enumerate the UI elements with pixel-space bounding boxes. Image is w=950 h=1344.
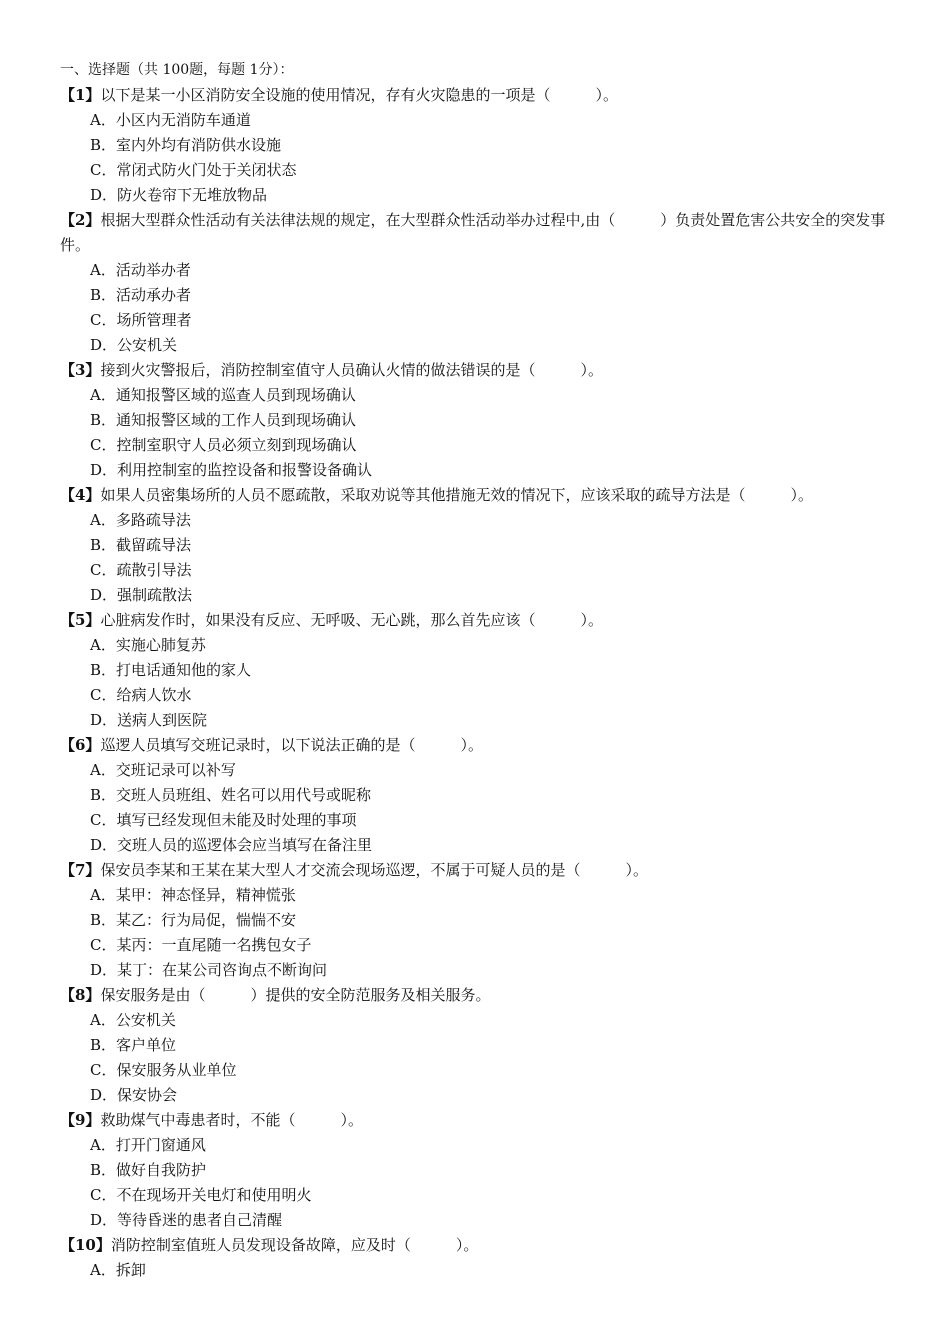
question-stem (60, 83, 900, 108)
answer-option: B．某乙：行为局促，惴惴不安 (90, 911, 297, 929)
question-stem (60, 358, 900, 383)
answer-option: D．公安机关 (90, 336, 178, 354)
question-stem (60, 733, 900, 758)
answer-option: B．打电话通知他的家人 (90, 661, 252, 679)
answer-option: A．拆卸 (90, 1261, 146, 1279)
answer-option: A．公安机关 (90, 1011, 176, 1029)
answer-option: B．客户单位 (90, 1036, 177, 1054)
question-number: 【3】 (60, 361, 101, 379)
answer-option: A．活动举办者 (90, 261, 191, 279)
answer-option: A．交班记录可以补写 (90, 761, 236, 779)
question-6 (60, 733, 900, 858)
answer-option: C．场所管理者 (90, 311, 192, 329)
question-stem (60, 1108, 900, 1133)
answer-option: C．控制室职守人员必须立刻到现场确认 (90, 436, 357, 454)
question-8 (60, 983, 900, 1108)
question-text: 根据大型群众性活动有关法律法规的规定，在大型群众性活动举办过程中,由（ ）负责处置危害公共安全的突发事件。 (60, 211, 886, 254)
question-text: 如果人员密集场所的人员不愿疏散，采取劝说等其他措施无效的情况下，应该采取的疏导方法是（ ）。 (100, 486, 813, 504)
answer-option: B．活动承办者 (90, 286, 192, 304)
answer-option: A．通知报警区域的巡查人员到现场确认 (90, 386, 356, 404)
answer-option: C．某丙：一直尾随一名携包女子 (90, 936, 312, 954)
question-10 (60, 1233, 900, 1283)
question-number: 【1】 (60, 86, 101, 104)
answer-option: C．保安服务从业单位 (90, 1061, 237, 1079)
answer-option: D．送病人到医院 (90, 711, 208, 729)
question-number: 【2】 (60, 211, 101, 229)
answer-option: C．填写已经发现但未能及时处理的事项 (90, 811, 357, 829)
question-number: 【4】 (60, 486, 101, 504)
question-list (60, 83, 900, 1283)
question-text: 保安服务是由（ ）提供的安全防范服务及相关服务。 (100, 986, 491, 1004)
answer-option: C．给病人饮水 (90, 686, 192, 704)
question-number: 【10】 (60, 1236, 111, 1254)
question-1 (60, 83, 900, 208)
answer-option: A．多路疏导法 (90, 511, 191, 529)
question-number: 【7】 (60, 861, 101, 879)
question-7 (60, 858, 900, 983)
question-9 (60, 1108, 900, 1233)
question-stem (60, 483, 900, 508)
question-2 (60, 208, 900, 358)
answer-option: D．防火卷帘下无堆放物品 (90, 186, 268, 204)
question-text: 接到火灾警报后，消防控制室值守人员确认火情的做法错误的是（ ）。 (100, 361, 603, 379)
answer-option: D．利用控制室的监控设备和报警设备确认 (90, 461, 373, 479)
answer-option: B．交班人员班组、姓名可以用代号或昵称 (90, 786, 372, 804)
answer-option: A．小区内无消防车通道 (90, 111, 251, 129)
answer-option: D．保安协会 (90, 1086, 178, 1104)
answer-option: B．做好自我防护 (90, 1161, 207, 1179)
answer-option: D．强制疏散法 (90, 586, 193, 604)
question-4 (60, 483, 900, 608)
answer-option: D．交班人员的巡逻体会应当填写在备注里 (90, 836, 373, 854)
question-5 (60, 608, 900, 733)
question-stem (60, 1233, 900, 1258)
question-stem (60, 983, 900, 1008)
answer-option: B．截留疏导法 (90, 536, 192, 554)
answer-option: B．室内外均有消防供水设施 (90, 136, 282, 154)
question-number: 【5】 (60, 611, 101, 629)
answer-option: A．实施心肺复苏 (90, 636, 206, 654)
question-stem (60, 208, 900, 258)
answer-option: A．打开门窗通风 (90, 1136, 206, 1154)
exam-page (60, 58, 900, 1283)
question-number: 【8】 (60, 986, 101, 1004)
question-text: 巡逻人员填写交班记录时，以下说法正确的是（ ）。 (100, 736, 483, 754)
answer-option: C．疏散引导法 (90, 561, 192, 579)
question-text: 救助煤气中毒患者时，不能（ ）。 (100, 1111, 363, 1129)
question-3 (60, 358, 900, 483)
question-number: 【6】 (60, 736, 101, 754)
question-number: 【9】 (60, 1111, 101, 1129)
answer-option: D．等待昏迷的患者自己清醒 (90, 1211, 283, 1229)
question-text: 以下是某一小区消防安全设施的使用情况，存有火灾隐患的一项是（ ）。 (100, 86, 618, 104)
question-text: 消防控制室值班人员发现设备故障，应及时（ ）。 (110, 1236, 479, 1254)
answer-option: D．某丁：在某公司咨询点不断询问 (90, 961, 328, 979)
question-stem (60, 608, 900, 633)
answer-option: C．常闭式防火门处于关闭状态 (90, 161, 297, 179)
section-title: 一、选择题（共 100题，每题 1分）： (60, 62, 294, 78)
answer-option: C．不在现场开关电灯和使用明火 (90, 1186, 312, 1204)
question-stem (60, 858, 900, 883)
question-text: 心脏病发作时，如果没有反应、无呼吸、无心跳，那么首先应该（ ）。 (100, 611, 603, 629)
question-text: 保安员李某和王某在某大型人才交流会现场巡逻，不属于可疑人员的是（ ）。 (100, 861, 648, 879)
answer-option: A．某甲：神态怪异，精神慌张 (90, 886, 296, 904)
answer-option: B．通知报警区域的工作人员到现场确认 (90, 411, 357, 429)
